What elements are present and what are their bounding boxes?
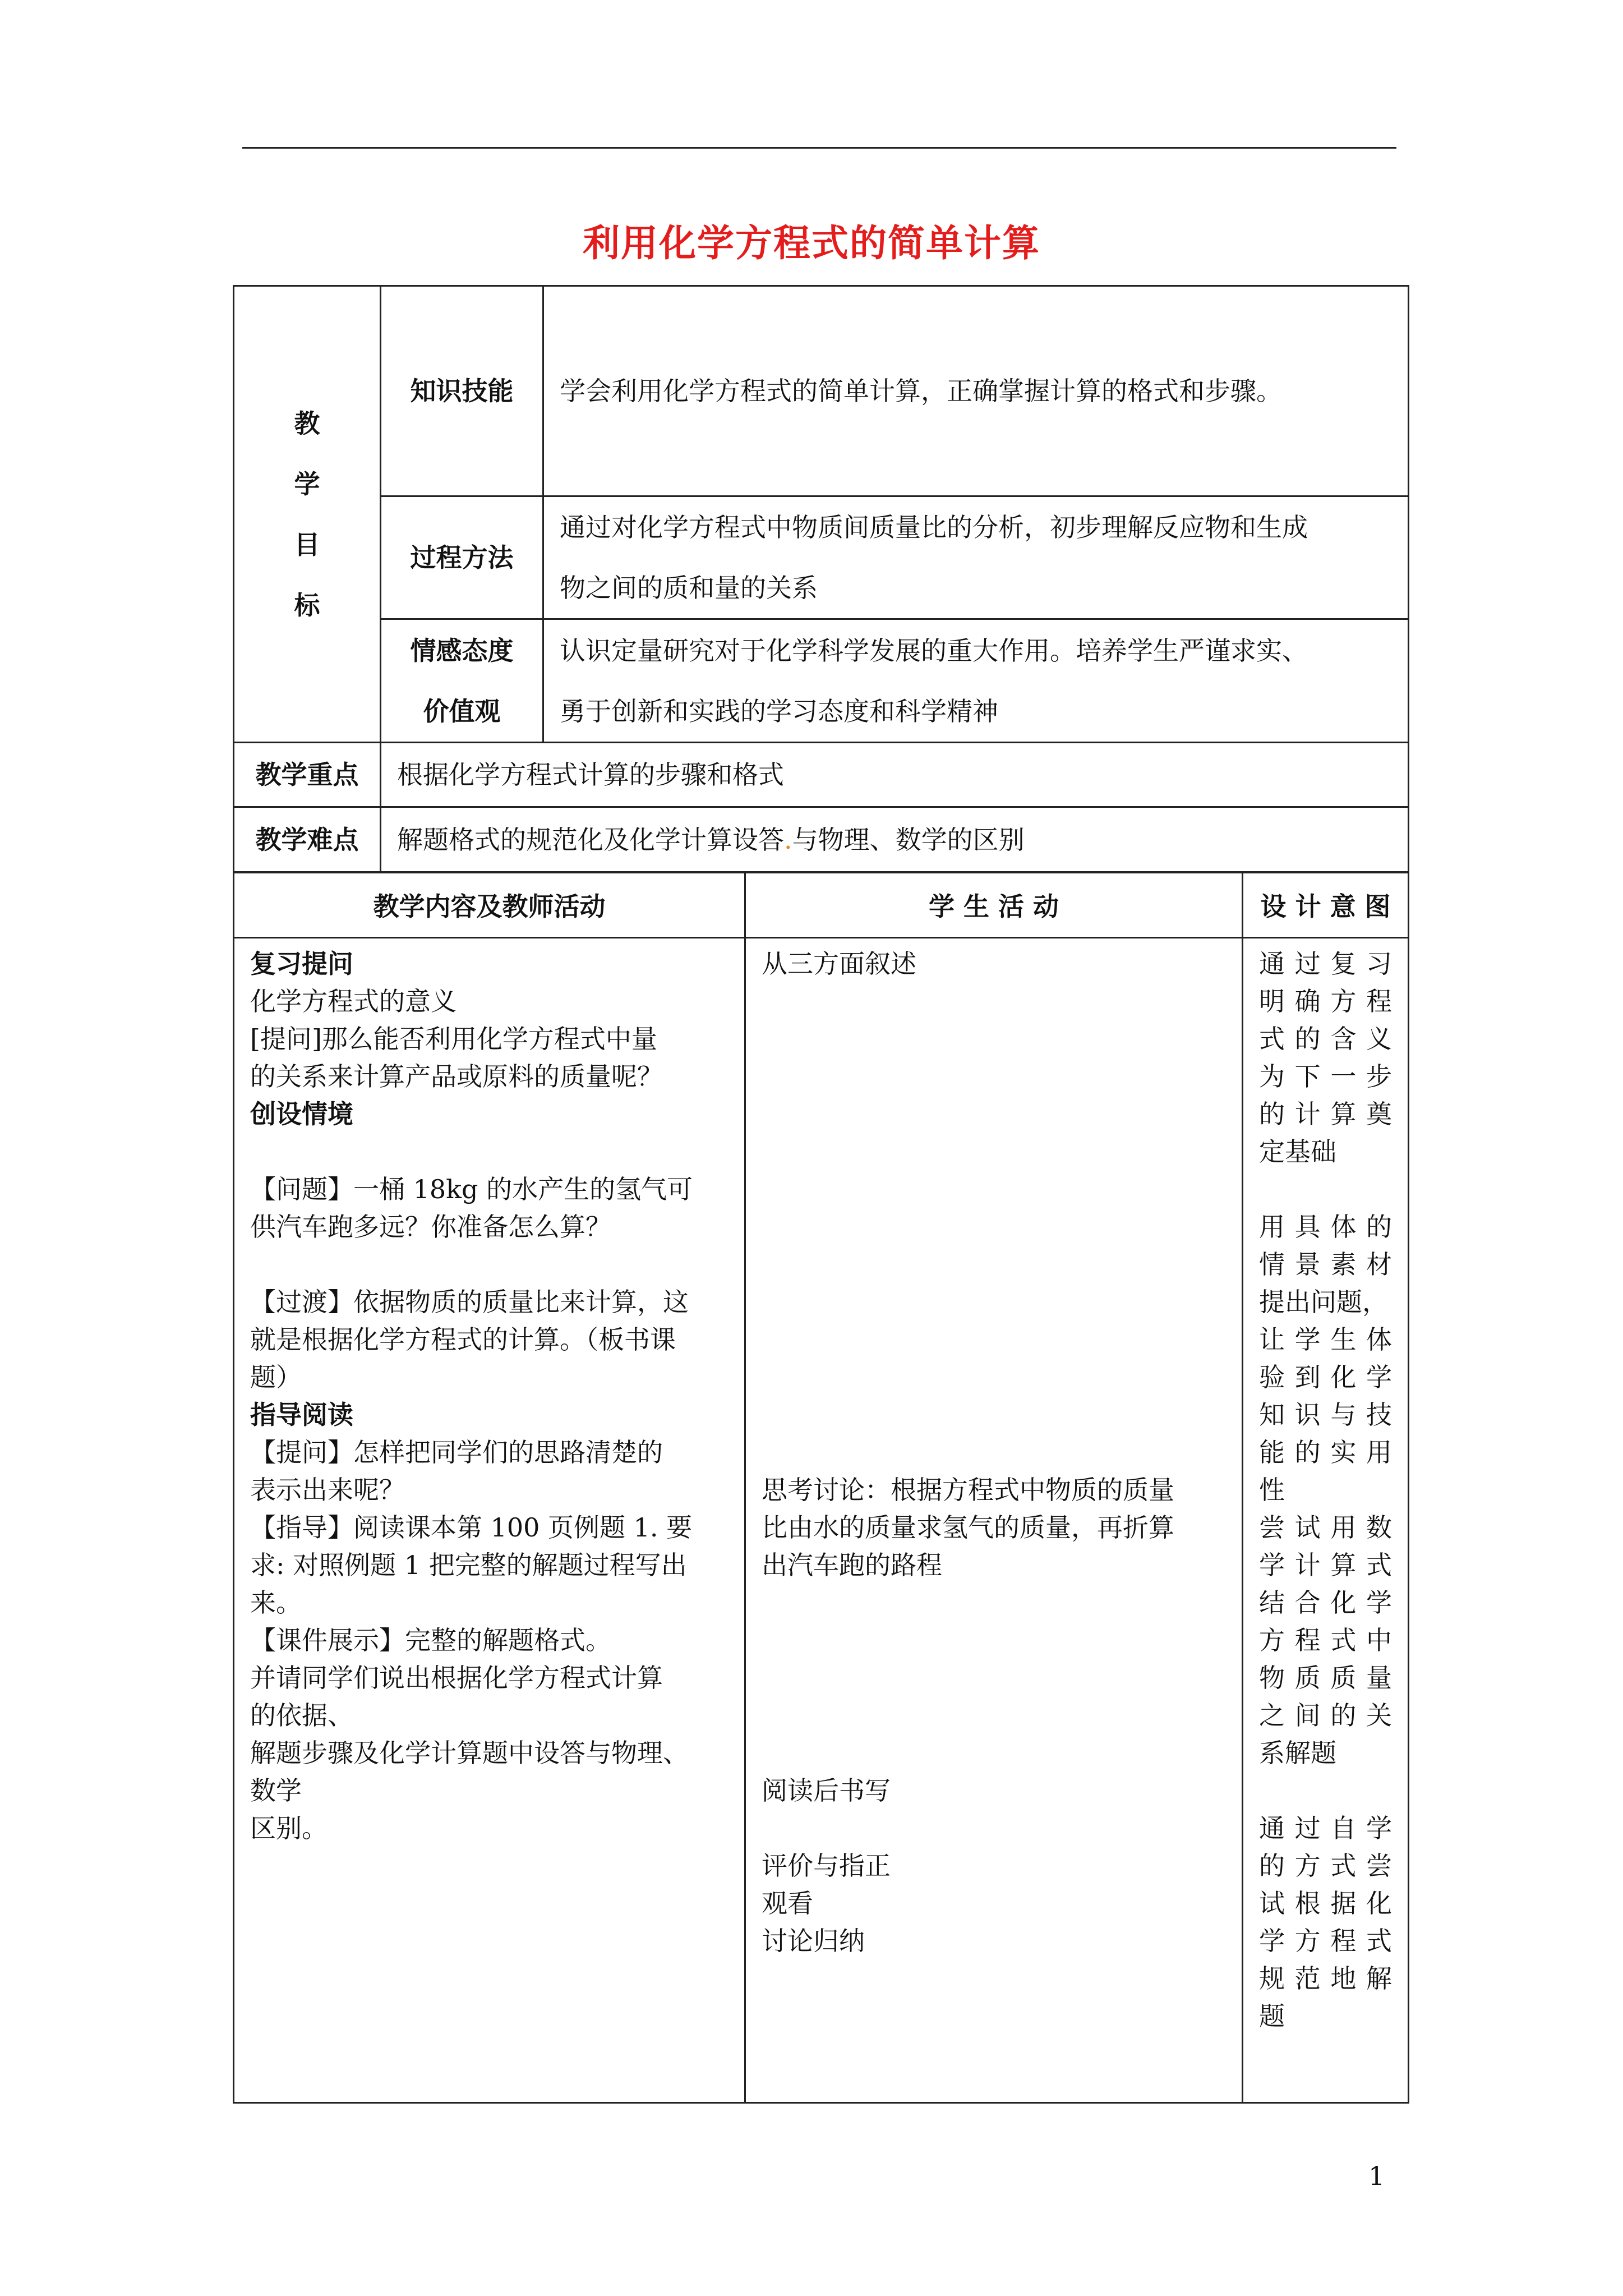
teacher-line: 表示出来呢？ bbox=[250, 1475, 405, 1505]
design-line: 明确方程 bbox=[1259, 986, 1392, 1016]
student-line: 讨论归纳 bbox=[762, 1926, 865, 1956]
objective-text-attitude: 认识定量研究对于化学科学发展的重大作用。培养学生严谨求实、 勇于创新和实践的学习态度和科学精神 bbox=[543, 619, 1409, 743]
teacher-activity-cell bbox=[234, 938, 745, 2103]
design-line: 结合化学 bbox=[1259, 1588, 1392, 1618]
teacher-line: 来。 bbox=[250, 1588, 302, 1618]
student-line: 观看 bbox=[762, 1888, 813, 1918]
teacher-line: 【提问】怎样把同学们的思路清楚的 bbox=[250, 1437, 663, 1467]
design-line: 通过复习 bbox=[1259, 949, 1392, 979]
teacher-line: 的依据、 bbox=[250, 1700, 353, 1731]
header-design-intent: 设 计 意 图 bbox=[1243, 872, 1409, 938]
header-student-activity: 学 生 活 动 bbox=[745, 872, 1243, 938]
objective-text-process: 通过对化学方程式中物质间质量比的分析，初步理解反应物和生成 物之间的质和量的关系 bbox=[543, 496, 1409, 619]
teacher-line: 【课件展示】完整的解题格式。 bbox=[250, 1625, 611, 1655]
design-line bbox=[1259, 1772, 1392, 1810]
student-line: 出汽车跑的路程 bbox=[762, 1550, 942, 1580]
teacher-line bbox=[250, 1133, 728, 1171]
student-line: 比由水的质量求氢气的质量，再折算 bbox=[762, 1512, 1174, 1543]
student-line bbox=[762, 983, 1226, 1020]
objective-label-knowledge: 知识技能 bbox=[381, 286, 543, 496]
student-line bbox=[762, 1171, 1226, 1208]
student-line bbox=[762, 1321, 1226, 1359]
design-line bbox=[1259, 1171, 1392, 1208]
design-line: 式的含义 bbox=[1259, 1024, 1392, 1054]
teacher-line: 题） bbox=[250, 1362, 302, 1392]
student-line: 阅读后书写 bbox=[762, 1775, 891, 1806]
key-point-text: 根据化学方程式计算的步骤和格式 bbox=[381, 743, 1409, 807]
header-rule bbox=[242, 147, 1396, 149]
design-line: 定基础 bbox=[1259, 1137, 1336, 1167]
design-line: 验到化学 bbox=[1259, 1362, 1392, 1392]
student-line bbox=[762, 1584, 1226, 1622]
student-activity-cell bbox=[745, 938, 1243, 2103]
design-line: 方程式中 bbox=[1259, 1625, 1392, 1655]
design-line: 尝试用数 bbox=[1259, 1512, 1392, 1543]
page-title: 利用化学方程式的简单计算 bbox=[583, 221, 1040, 265]
design-line: 通过自学 bbox=[1259, 1813, 1392, 1843]
teacher-line: 求: 对照例题 1 把完整的解题过程写出 bbox=[250, 1550, 687, 1580]
student-line bbox=[762, 1359, 1226, 1396]
student-line bbox=[762, 1246, 1226, 1283]
header-teacher-activity: 教学内容及教师活动 bbox=[234, 872, 745, 938]
student-line: 思考讨论：根据方程式中物质的质量 bbox=[762, 1475, 1174, 1505]
teacher-line: 【指导】阅读课本第 100 页例题 1. 要 bbox=[250, 1512, 693, 1543]
teacher-line: 化学方程式的意义 bbox=[250, 986, 457, 1016]
teacher-line: [提问]那么能否利用化学方程式中量 bbox=[250, 1024, 657, 1054]
design-line: 情景素材 bbox=[1259, 1249, 1392, 1280]
objective-label-process: 过程方法 bbox=[381, 496, 543, 619]
teacher-line: 解题步骤及化学计算题中设答与物理、 bbox=[250, 1738, 689, 1768]
student-line bbox=[762, 1208, 1226, 1246]
design-line: 性 bbox=[1259, 1475, 1285, 1505]
objectives-table bbox=[233, 285, 1409, 873]
teacher-line: 供汽车跑多远？你准备怎么算？ bbox=[250, 1212, 611, 1242]
design-line: 题 bbox=[1259, 2001, 1285, 2031]
student-line bbox=[762, 1434, 1226, 1471]
design-line: 能的实用 bbox=[1259, 1437, 1392, 1467]
objective-label-attitude: 情感态度 价值观 bbox=[381, 619, 543, 743]
student-line bbox=[762, 1622, 1226, 1659]
teacher-line: 的关系来计算产品或原料的质量呢？ bbox=[250, 1061, 663, 1092]
design-line: 用具体的 bbox=[1259, 1212, 1392, 1242]
student-line bbox=[762, 1283, 1226, 1321]
student-line bbox=[762, 1020, 1226, 1058]
objective-text-knowledge: 学会利用化学方程式的简单计算，正确掌握计算的格式和步骤。 bbox=[543, 286, 1409, 496]
teacher-line: 并请同学们说出根据化学方程式计算 bbox=[250, 1663, 663, 1693]
design-line: 的方式尝 bbox=[1259, 1851, 1392, 1881]
difficulty-text: 解题格式的规范化及化学计算设答.与物理、数学的区别 bbox=[381, 807, 1409, 873]
design-line: 物质质量 bbox=[1259, 1663, 1392, 1693]
teacher-line: 就是根据化学方程式的计算。（板书课 bbox=[250, 1324, 676, 1355]
design-line: 让学生体 bbox=[1259, 1324, 1392, 1355]
design-line: 知识与技 bbox=[1259, 1400, 1392, 1430]
design-line: 之间的关 bbox=[1259, 1700, 1392, 1731]
page-number: 1 bbox=[1368, 2161, 1385, 2191]
teacher-line: 区别。 bbox=[250, 1813, 328, 1843]
student-line bbox=[762, 1133, 1226, 1171]
student-line bbox=[762, 1058, 1226, 1096]
student-line: 评价与指正 bbox=[762, 1851, 891, 1881]
objectives-group-label: 教 学 目 标 bbox=[234, 286, 381, 743]
teacher-line: 指导阅读 bbox=[250, 1400, 353, 1430]
design-line: 提出问题， bbox=[1259, 1287, 1388, 1317]
teacher-line: 创设情境 bbox=[250, 1099, 353, 1129]
teacher-line: 【过渡】依据物质的质量比来计算，这 bbox=[250, 1287, 689, 1317]
design-line: 学计算式 bbox=[1259, 1550, 1392, 1580]
design-line: 试根据化 bbox=[1259, 1888, 1392, 1918]
student-line bbox=[762, 1810, 1226, 1847]
key-point-label: 教学重点 bbox=[234, 743, 381, 807]
design-line: 为下一步 bbox=[1259, 1061, 1392, 1092]
teacher-line: 【问题】一桶 18kg 的水产生的氢气可 bbox=[250, 1174, 693, 1204]
student-line bbox=[762, 1096, 1226, 1133]
teacher-line: 数学 bbox=[250, 1775, 302, 1806]
design-line: 规范地解 bbox=[1259, 1963, 1392, 1994]
design-intent-cell bbox=[1243, 938, 1409, 2103]
design-line: 的计算奠 bbox=[1259, 1099, 1392, 1129]
design-line: 学方程式 bbox=[1259, 1926, 1392, 1956]
student-line bbox=[762, 1396, 1226, 1434]
student-line bbox=[762, 1659, 1226, 1697]
student-line bbox=[762, 1697, 1226, 1734]
student-line: 从三方面叙述 bbox=[762, 949, 916, 979]
activity-table bbox=[233, 871, 1409, 2104]
teacher-line bbox=[250, 1246, 728, 1283]
design-line: 系解题 bbox=[1259, 1738, 1336, 1768]
student-line bbox=[762, 1734, 1226, 1772]
difficulty-label: 教学难点 bbox=[234, 807, 381, 873]
teacher-line: 复习提问 bbox=[250, 949, 353, 979]
